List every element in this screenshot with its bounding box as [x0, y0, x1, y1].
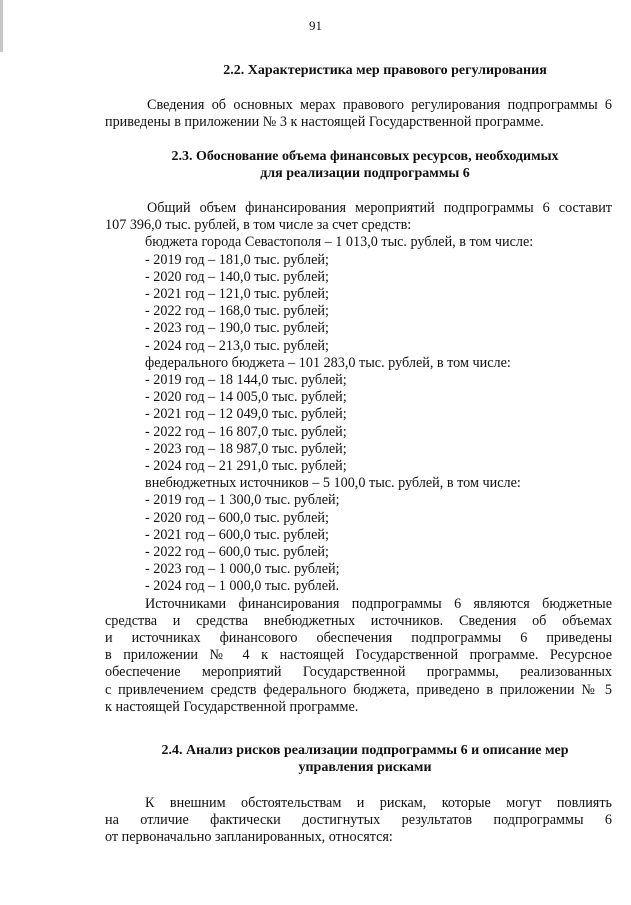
list-item: - 2024 год – 21 291,0 тыс. рублей; [145, 458, 347, 475]
heading-line: 2.4. Анализ рисков реализации подпрограммы 6 и описание мер [161, 743, 569, 758]
section-2-3-heading [110, 148, 620, 182]
paragraph-line: К внешним обстоятельствам и рискам, которые могут повлиять [145, 795, 612, 811]
list-item: - 2019 год – 181,0 тыс. рублей; [145, 251, 329, 268]
list-item: - 2022 год – 16 807,0 тыс. рублей; [145, 423, 347, 440]
sources-line: обеспечение мероприятий Государственной программы, реализованных [105, 664, 612, 681]
section-2-4-paragraph [105, 795, 612, 847]
list-item: - 2020 год – 140,0 тыс. рублей; [145, 268, 329, 285]
list-item: - 2021 год – 12 049,0 тыс. рублей; [145, 406, 347, 423]
page-number: 91 [309, 18, 322, 33]
paragraph-line: на отличие фактически достигнутых результатов подпрограммы 6 [105, 812, 612, 829]
section-2-4-heading [110, 742, 620, 776]
heading-line: для реализации подпрограммы 6 [260, 166, 470, 181]
list-item: - 2022 год – 600,0 тыс. рублей; [145, 544, 329, 561]
offbudget-title: внебюджетных источников – 5 100,0 тыс. рублей, в том числе: [145, 475, 521, 492]
list-item: - 2021 год – 600,0 тыс. рублей; [145, 526, 329, 543]
sources-line: Источниками финансирования подпрограммы 6 являются бюджетные [145, 595, 612, 612]
sources-line: к настоящей Государственной программе. [105, 698, 359, 715]
federal-budget-title: федерального бюджета – 101 283,0 тыс. рублей, в том числе: [145, 354, 511, 371]
sources-line: средства и средства внебюджетных источников. Сведения об объемах [105, 612, 612, 629]
paragraph-line: приведены в приложении № 3 к настоящей Государственной программе. [105, 114, 544, 131]
intro-line: 107 396,0 тыс. рублей, в том числе за счет средств: [105, 217, 412, 234]
funding-list [105, 234, 612, 595]
city-budget-title: бюджета города Севастополя – 1 013,0 тыс. рублей, в том числе: [145, 234, 534, 251]
list-item: - 2020 год – 600,0 тыс. рублей; [145, 509, 329, 526]
list-item: - 2024 год – 213,0 тыс. рублей; [145, 337, 329, 354]
sources-line: с привлечением средств федерального бюджета, приведено в приложении № 5 [105, 681, 612, 698]
list-item: - 2024 год – 1 000,0 тыс. рублей. [145, 578, 340, 595]
list-item: - 2019 год – 1 300,0 тыс. рублей; [145, 492, 340, 509]
heading-line: 2.3. Обоснование объема финансовых ресурсов, необходимых [171, 149, 559, 164]
section-2-2-paragraph [105, 97, 612, 131]
sources-line: в приложении № 4 к настоящей Государственной программе. Ресурсное [105, 647, 612, 664]
section-2-3-body [105, 200, 612, 716]
list-item: - 2023 год – 1 000,0 тыс. рублей; [145, 561, 340, 578]
list-item: - 2023 год – 190,0 тыс. рублей; [145, 320, 329, 337]
section-2-2-heading: 2.2. Характеристика мер правового регулирования [223, 63, 547, 78]
list-item: - 2019 год – 18 144,0 тыс. рублей; [145, 372, 347, 389]
list-item: - 2020 год – 14 005,0 тыс. рублей; [145, 389, 347, 406]
paragraph-line: от первоначально запланированных, относятся: [105, 829, 393, 846]
sources-line: и источниках финансового обеспечения подпрограммы 6 приведены [105, 630, 612, 647]
list-item: - 2022 год – 168,0 тыс. рублей; [145, 303, 329, 320]
list-item: - 2021 год – 121,0 тыс. рублей; [145, 286, 329, 303]
list-item: - 2023 год – 18 987,0 тыс. рублей; [145, 440, 347, 457]
intro-line: Общий объем финансирования мероприятий подпрограммы 6 составит [147, 200, 612, 216]
heading-line: управления рисками [298, 760, 432, 775]
paragraph-line: Сведения об основных мерах правового регулирования подпрограммы 6 [147, 97, 612, 113]
